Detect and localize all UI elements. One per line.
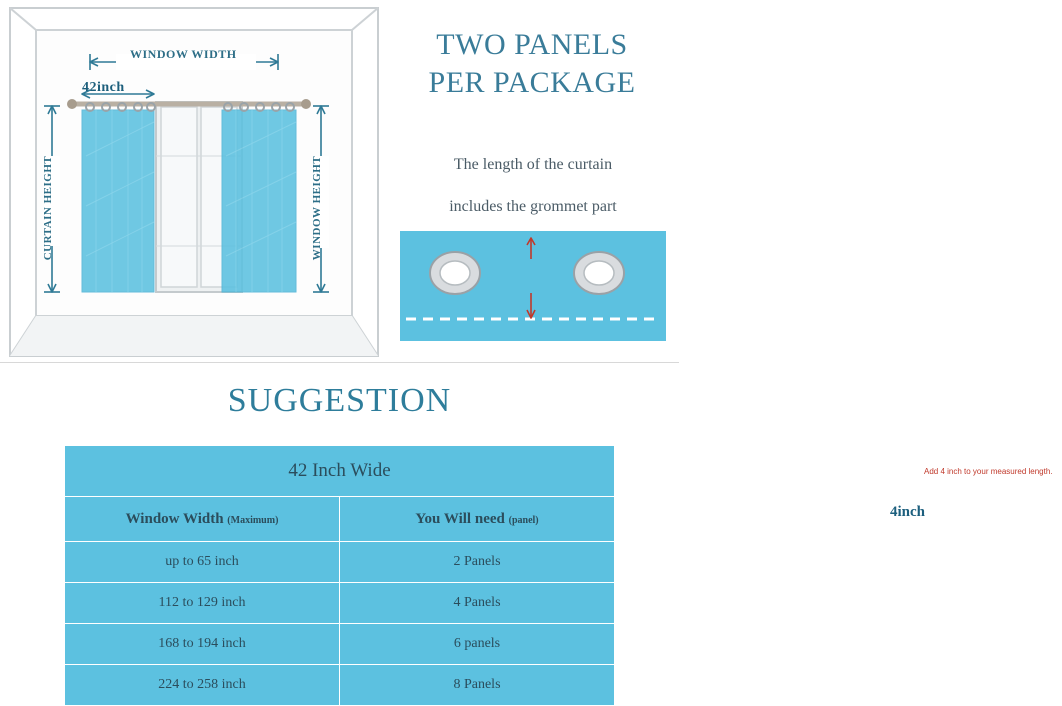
row-3-panels: 8 Panels [340,665,615,706]
header-window-width-main: Window Width [125,510,224,527]
suggestion-title: SUGGESTION [227,382,452,419]
header-you-will-need [340,497,615,542]
row-3-width: 224 to 258 inch [65,665,340,706]
suggestion-table [64,445,615,706]
row-0-width: up to 65 inch [65,542,340,583]
window-width-label: WINDOW WIDTH [130,47,237,61]
header-window-width-sub: (Maximum) [227,514,279,526]
header-you-will-need-main: You Will need [415,510,505,527]
table-row [65,542,615,583]
section-divider [0,362,679,363]
header-window-width [65,497,340,542]
grommet-note-text: Add 4 inch to your measured length. [924,467,1053,476]
table-row [65,583,615,624]
grommet-measure-label: 4inch [890,504,926,520]
table-row [65,665,615,706]
row-1-panels: 4 Panels [340,583,615,624]
table-row [65,624,615,665]
table-banner-cell: 42 Inch Wide [65,446,615,497]
curtain-height-label: CURTAIN HEIGHT [42,155,54,261]
subheadline-line-1: The length of the curtain [453,156,613,173]
header-you-will-need-sub: (panel) [508,514,539,526]
row-0-panels: 2 Panels [340,542,615,583]
table-header-row [65,497,615,542]
grommet-diagram-svg [400,231,666,341]
row-2-width: 168 to 194 inch [65,624,340,665]
subheadline-block [388,152,678,220]
headline-line-1: TWO PANELS [436,28,628,61]
table-banner-row [65,446,615,497]
room-window-illustration [8,6,380,358]
panel-width-label: 42inch [82,80,125,95]
headline-line-2: PER PACKAGE [428,66,636,99]
row-1-width: 112 to 129 inch [65,583,340,624]
row-2-panels: 6 panels [340,624,615,665]
subheadline-line-2: includes the grommet part [449,198,617,215]
headline-block [388,26,676,102]
window-height-label: WINDOW HEIGHT [311,155,323,261]
